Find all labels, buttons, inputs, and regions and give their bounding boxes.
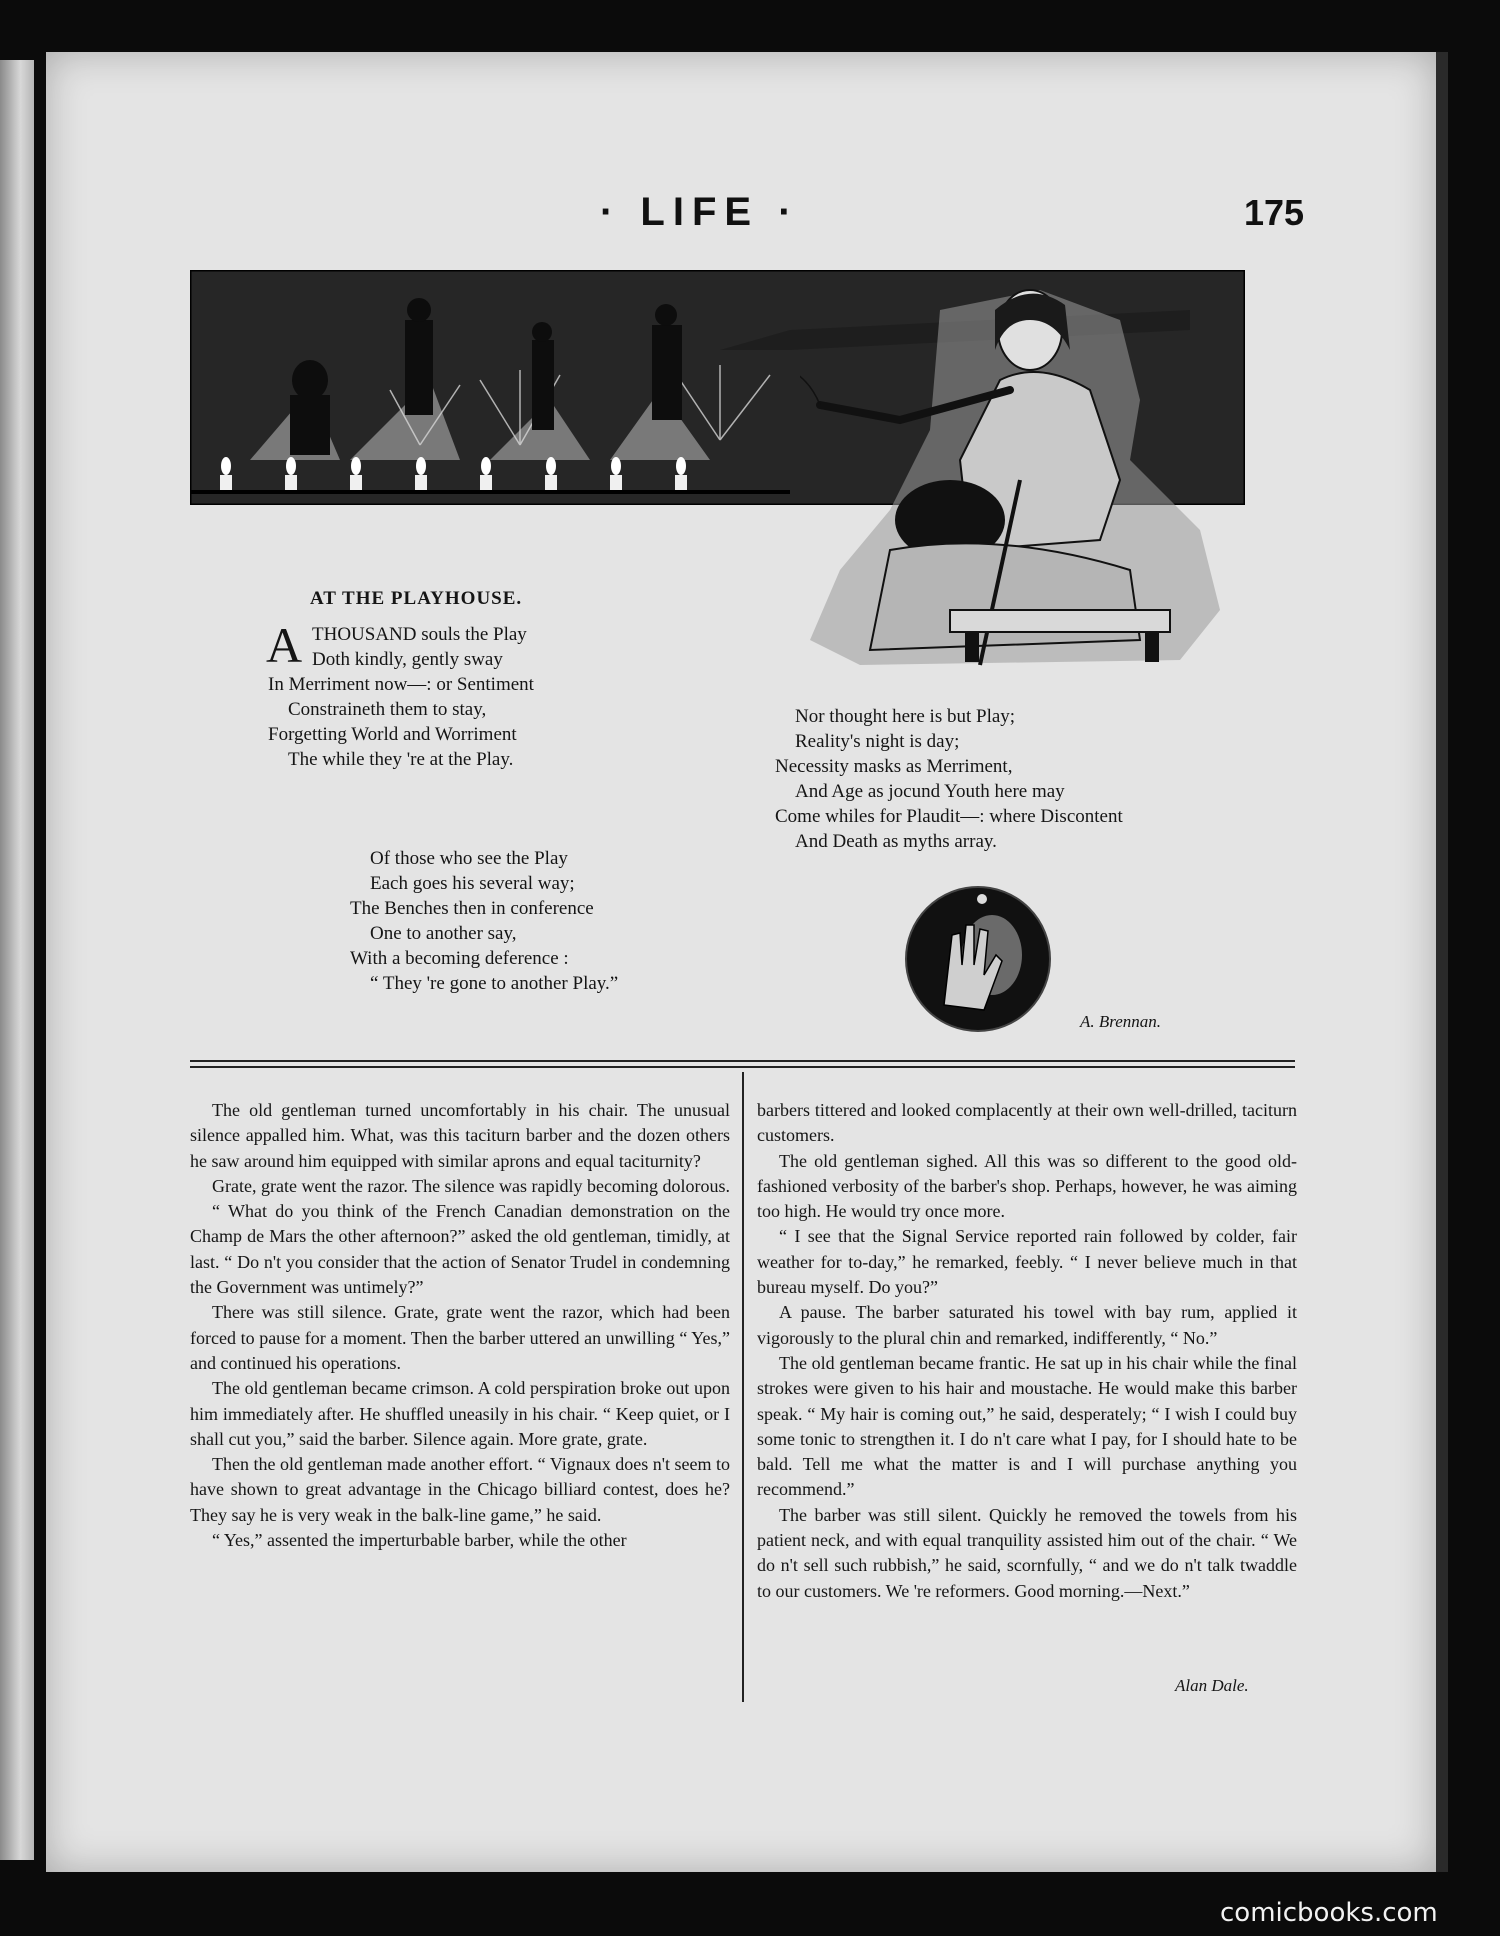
story-paragraph: Then the old gentleman made another effort. “ Vignaux does n't seem to have shown to great advantage in the Chicago billiard contest, does he? They say he is very weak in the balk-line game,” he said. bbox=[190, 1454, 730, 1525]
story-paragraph: barbers tittered and looked complacently at their own well-drilled, taciturn customers. bbox=[757, 1100, 1297, 1146]
divider-rule bbox=[190, 1060, 1295, 1062]
poem-line: In Merriment now—: or Sentiment bbox=[268, 674, 534, 695]
poem-line: Of those who see the Play bbox=[370, 848, 568, 869]
poem-line: Forgetting World and Worriment bbox=[268, 724, 517, 745]
poem-line: With a becoming deference : bbox=[350, 948, 569, 969]
story-paragraph: “ Yes,” assented the imperturbable barber, while the other bbox=[212, 1530, 627, 1551]
poem-stanza-1 bbox=[266, 617, 648, 772]
story-column-right bbox=[757, 1098, 1297, 1604]
story-paragraph: The barber was still silent. Quickly he removed the towels from his patient neck, and with equal tranquility assisted him out of the chair. “ We do n't sell such rubbish,” he said, scornfully, “ and we do n't talk twaddle to our customers. We 're reformers. Good morning.—Next.” bbox=[757, 1504, 1297, 1601]
story-paragraph: “ What do you think of the French Canadian demonstration on the Champ de Mars the other afternoon?” asked the old gentleman, timidly, at last. “ Do n't you consider that the action of Senator Trudel in condemning the Government was untimely?” bbox=[190, 1201, 730, 1298]
poem-line: Reality's night is day; bbox=[795, 731, 960, 752]
page-number: 175 bbox=[1244, 192, 1305, 233]
poem-line: Constraineth them to stay, bbox=[288, 699, 487, 720]
story-column-left bbox=[190, 1098, 730, 1553]
poem-line: Nor thought here is but Play; bbox=[795, 706, 1016, 727]
story-paragraph: Grate, grate went the razor. The silence was rapidly becoming dolorous. bbox=[212, 1175, 730, 1196]
masthead: · LIFE · bbox=[600, 190, 800, 234]
previous-page-edge bbox=[0, 60, 34, 1860]
story-paragraph: “ I see that the Signal Service reported rain followed by colder, fair weather for to-day,” he remarked, feebly. “ I never believe much in that bureau myself. Do you?” bbox=[757, 1226, 1297, 1298]
poem-title: AT THE PLAYHOUSE. bbox=[310, 588, 523, 609]
poem-line: Come whiles for Plaudit—: where Discontent bbox=[775, 806, 1123, 827]
story-author-signature: Alan Dale. bbox=[1175, 1676, 1249, 1695]
story-paragraph: The old gentleman became crimson. A cold perspiration broke out upon him immediately after. He shuffled uneasily in his chair. “ Keep quiet, or I shall cut you,” said the barber. Silence again. More grate, grate. bbox=[190, 1378, 730, 1449]
column-divider bbox=[742, 1072, 744, 1702]
story-paragraph: The old gentleman turned uncomfortably in his chair. The unusual silence appalled him. What, was this taciturn barber and the dozen others he saw around him equipped with similar aprons and equal taciturnity? bbox=[190, 1100, 730, 1171]
poem-stanza-3 bbox=[775, 704, 1215, 854]
poem-line: The while they 're at the Play. bbox=[288, 749, 514, 770]
poem-line: And Death as myths array. bbox=[795, 831, 997, 852]
poem-stanza-2 bbox=[350, 846, 710, 996]
page-shadow-edge bbox=[1436, 52, 1448, 1872]
seated-woman-illustration bbox=[800, 280, 1300, 670]
story-paragraph: The old gentleman sighed. All this was so different to the good old-fashioned verbosity of the barber's shop. Perhaps, however, he was aiming too high. He would try once more. bbox=[757, 1150, 1297, 1222]
divider-rule bbox=[190, 1066, 1295, 1068]
poem-line: Doth kindly, gently sway bbox=[312, 649, 503, 670]
poem-line: “ They 're gone to another Play.” bbox=[370, 973, 619, 994]
story-paragraph: A pause. The barber saturated his towel with bay rum, applied it vigorously to the plural chin and remarked, indifferently, “ No.” bbox=[757, 1302, 1297, 1348]
drop-cap: A bbox=[266, 617, 303, 673]
site-watermark: comicbooks.com bbox=[1220, 1898, 1438, 1928]
poem-line: THOUSAND souls the Play bbox=[312, 624, 527, 645]
story-paragraph: The old gentleman became frantic. He sat up in his chair while the final strokes were given to his hair and moustache. He would make this barber speak. “ My hair is coming out,” he said, desperately; “ I wish I could buy some tonic to strengthen it. I do n't care what I pay, for I should hate to be bald. Tell me what the matter is and I will purchase anything you recommend.” bbox=[757, 1352, 1297, 1500]
masked-face-medallion bbox=[904, 885, 1052, 1033]
poem-line: The Benches then in conference bbox=[350, 898, 594, 919]
poem-author-signature: A. Brennan. bbox=[1080, 1012, 1162, 1031]
poem-line: Necessity masks as Merriment, bbox=[775, 756, 1013, 777]
poem-line: And Age as jocund Youth here may bbox=[795, 781, 1065, 802]
poem-line: Each goes his several way; bbox=[370, 873, 575, 894]
story-paragraph: There was still silence. Grate, grate went the razor, which had been forced to pause for a moment. Then the barber uttered an unwilling “ Yes,” and continued his operations. bbox=[190, 1302, 730, 1373]
poem-line: One to another say, bbox=[370, 923, 517, 944]
